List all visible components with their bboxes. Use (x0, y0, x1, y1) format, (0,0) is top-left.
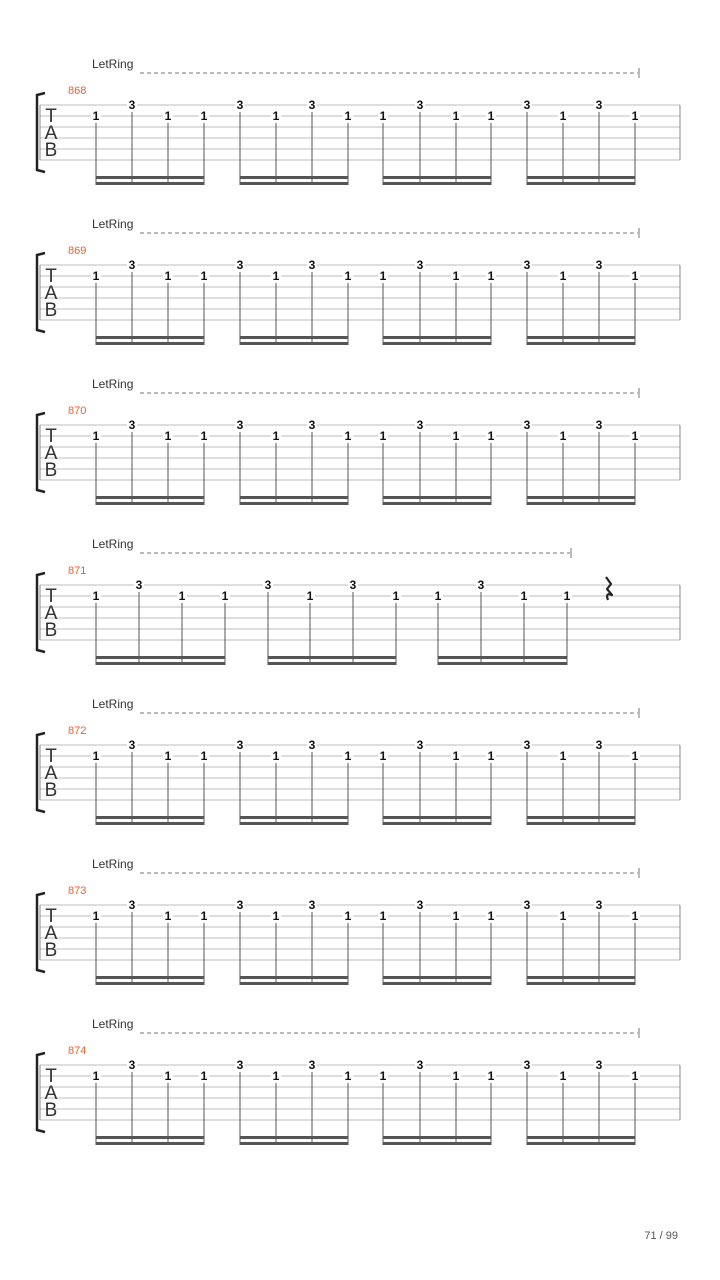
fret-number: 1 (487, 109, 495, 123)
let-ring-label: LetRing (92, 377, 134, 391)
fret-number: 1 (559, 269, 567, 283)
fret-number: 1 (92, 1069, 100, 1083)
tab-letter-t: T (45, 906, 57, 927)
fret-number: 1 (200, 269, 208, 283)
beam-secondary (527, 182, 635, 185)
fret-number: 3 (416, 98, 424, 112)
tab-system-870 (37, 377, 680, 505)
fret-number: 1 (272, 429, 280, 443)
tab-letter-t: T (45, 426, 57, 447)
beam-secondary (383, 822, 491, 825)
fret-number: 3 (128, 418, 136, 432)
fret-number: 1 (344, 749, 352, 763)
beam-primary (383, 976, 491, 979)
fret-number: 1 (272, 909, 280, 923)
beam-primary (240, 976, 348, 979)
fret-number: 1 (200, 109, 208, 123)
fret-number: 3 (416, 258, 424, 272)
fret-number: 3 (523, 258, 531, 272)
let-ring-label: LetRing (92, 1017, 134, 1031)
quarter-rest (606, 577, 612, 600)
beam-secondary (383, 182, 491, 185)
beam-secondary (527, 1142, 635, 1145)
fret-number: 3 (595, 1058, 603, 1072)
fret-number: 1 (559, 1069, 567, 1083)
fret-number: 1 (487, 429, 495, 443)
fret-number: 1 (164, 909, 172, 923)
fret-number: 3 (128, 258, 136, 272)
fret-number: 3 (236, 418, 244, 432)
let-ring-label: LetRing (92, 857, 134, 871)
tab-letter-b: B (44, 460, 58, 481)
tab-letter-t: T (45, 1066, 57, 1087)
fret-number: 3 (523, 898, 531, 912)
beam-secondary (96, 342, 204, 345)
fret-number: 3 (128, 738, 136, 752)
beam-primary (438, 656, 567, 659)
fret-number: 1 (272, 1069, 280, 1083)
fret-number: 1 (306, 589, 314, 603)
tab-letter-b: B (44, 1100, 58, 1121)
fret-number: 3 (128, 898, 136, 912)
fret-number: 3 (236, 1058, 244, 1072)
fret-number: 1 (272, 749, 280, 763)
fret-number: 1 (392, 589, 400, 603)
fret-number: 3 (523, 418, 531, 432)
page-number: 71 / 99 (644, 1230, 678, 1242)
fret-number: 1 (272, 269, 280, 283)
tab-letter-a: A (44, 923, 58, 944)
fret-number: 3 (308, 418, 316, 432)
tab-letter-a: A (44, 763, 58, 784)
fret-number: 1 (563, 589, 571, 603)
beam-secondary (527, 502, 635, 505)
fret-number: 1 (164, 269, 172, 283)
beam-primary (383, 336, 491, 339)
beam-secondary (383, 502, 491, 505)
fret-number: 1 (200, 909, 208, 923)
fret-number: 1 (559, 109, 567, 123)
fret-number: 3 (416, 1058, 424, 1072)
fret-number: 3 (128, 98, 136, 112)
beam-secondary (527, 342, 635, 345)
beam-primary (383, 816, 491, 819)
beam-primary (240, 816, 348, 819)
fret-number: 1 (520, 589, 528, 603)
fret-number: 1 (487, 1069, 495, 1083)
fret-number: 3 (595, 418, 603, 432)
beam-secondary (527, 982, 635, 985)
fret-number: 1 (559, 749, 567, 763)
fret-number: 1 (164, 109, 172, 123)
fret-number: 3 (595, 738, 603, 752)
beam-primary (383, 1136, 491, 1139)
beam-secondary (383, 982, 491, 985)
fret-number: 1 (164, 429, 172, 443)
beam-secondary (96, 662, 225, 665)
fret-number: 3 (308, 98, 316, 112)
fret-number: 1 (452, 269, 460, 283)
fret-number: 1 (487, 749, 495, 763)
fret-number: 1 (164, 1069, 172, 1083)
fret-number: 1 (344, 429, 352, 443)
tab-letter-a: A (44, 1083, 58, 1104)
beam-secondary (240, 502, 348, 505)
fret-number: 1 (631, 909, 639, 923)
tab-letter-t: T (45, 266, 57, 287)
beam-primary (527, 496, 635, 499)
tab-system-871 (37, 537, 680, 665)
beam-primary (240, 1136, 348, 1139)
fret-number: 1 (631, 1069, 639, 1083)
fret-number: 1 (200, 429, 208, 443)
fret-number: 1 (379, 109, 387, 123)
fret-number: 1 (344, 269, 352, 283)
fret-number: 3 (595, 98, 603, 112)
fret-number: 1 (379, 909, 387, 923)
fret-number: 1 (379, 429, 387, 443)
fret-number: 1 (487, 269, 495, 283)
fret-number: 1 (344, 1069, 352, 1083)
fret-number: 1 (200, 749, 208, 763)
fret-number: 1 (272, 109, 280, 123)
beam-primary (96, 656, 225, 659)
tab-letter-t: T (45, 746, 57, 767)
fret-number: 3 (416, 898, 424, 912)
measure-number: 872 (68, 725, 87, 737)
fret-number: 1 (631, 269, 639, 283)
tab-letter-b: B (44, 140, 58, 161)
beam-secondary (96, 982, 204, 985)
fret-number: 3 (308, 1058, 316, 1072)
fret-number: 1 (452, 749, 460, 763)
fret-number: 1 (92, 109, 100, 123)
fret-number: 3 (308, 258, 316, 272)
measure-number: 869 (68, 245, 87, 257)
fret-number: 1 (92, 429, 100, 443)
fret-number: 3 (523, 1058, 531, 1072)
beam-secondary (240, 982, 348, 985)
fret-number: 1 (178, 589, 186, 603)
beam-secondary (268, 662, 396, 665)
fret-number: 1 (379, 749, 387, 763)
tab-system-869 (37, 217, 680, 345)
fret-number: 1 (559, 909, 567, 923)
beam-secondary (96, 1142, 204, 1145)
fret-number: 3 (236, 98, 244, 112)
fret-number: 1 (487, 909, 495, 923)
let-ring-label: LetRing (92, 217, 134, 231)
fret-number: 1 (452, 1069, 460, 1083)
fret-number: 3 (264, 578, 272, 592)
fret-number: 1 (631, 749, 639, 763)
fret-number: 3 (236, 898, 244, 912)
fret-number: 3 (349, 578, 357, 592)
let-ring-label: LetRing (92, 697, 134, 711)
tab-letter-t: T (45, 586, 57, 607)
let-ring-label: LetRing (92, 537, 134, 551)
measure-number: 874 (68, 1045, 87, 1057)
fret-number: 1 (559, 429, 567, 443)
tab-letter-a: A (44, 123, 58, 144)
measure-number: 868 (68, 85, 87, 97)
fret-number: 1 (379, 269, 387, 283)
fret-number: 1 (434, 589, 442, 603)
fret-number: 3 (416, 418, 424, 432)
fret-number: 1 (92, 749, 100, 763)
fret-number: 3 (477, 578, 485, 592)
tab-letter-b: B (44, 780, 58, 801)
fret-number: 1 (200, 1069, 208, 1083)
fret-number: 1 (452, 109, 460, 123)
beam-primary (268, 656, 396, 659)
fret-number: 1 (221, 589, 229, 603)
beam-primary (527, 816, 635, 819)
fret-number: 3 (308, 898, 316, 912)
measure-number: 870 (68, 405, 87, 417)
beam-primary (527, 976, 635, 979)
tab-system-868 (37, 57, 680, 185)
beam-secondary (240, 182, 348, 185)
fret-number: 3 (128, 1058, 136, 1072)
beam-primary (527, 176, 635, 179)
beam-primary (383, 176, 491, 179)
fret-number: 3 (595, 258, 603, 272)
tab-letter-a: A (44, 443, 58, 464)
fret-number: 3 (308, 738, 316, 752)
measure-number: 871 (68, 565, 87, 577)
beam-primary (527, 336, 635, 339)
fret-number: 1 (379, 1069, 387, 1083)
beam-primary (96, 1136, 204, 1139)
fret-number: 3 (523, 98, 531, 112)
beam-secondary (240, 822, 348, 825)
beam-primary (96, 336, 204, 339)
fret-number: 3 (236, 738, 244, 752)
fret-number: 1 (92, 909, 100, 923)
beam-secondary (527, 822, 635, 825)
tab-system-873 (37, 857, 680, 985)
fret-number: 1 (344, 909, 352, 923)
fret-number: 3 (416, 738, 424, 752)
fret-number: 1 (92, 269, 100, 283)
tab-letter-b: B (44, 620, 58, 641)
fret-number: 1 (344, 109, 352, 123)
tab-letter-a: A (44, 603, 58, 624)
beam-primary (96, 816, 204, 819)
fret-number: 1 (92, 589, 100, 603)
tab-system-872 (37, 697, 680, 825)
tab-letter-b: B (44, 300, 58, 321)
tab-system-874 (37, 1017, 680, 1145)
beam-primary (96, 496, 204, 499)
tab-letter-t: T (45, 106, 57, 127)
fret-number: 1 (164, 749, 172, 763)
beam-primary (527, 1136, 635, 1139)
beam-primary (240, 176, 348, 179)
fret-number: 3 (135, 578, 143, 592)
fret-number: 3 (595, 898, 603, 912)
fret-number: 3 (523, 738, 531, 752)
beam-primary (240, 336, 348, 339)
beam-secondary (383, 342, 491, 345)
beam-primary (96, 976, 204, 979)
beam-primary (240, 496, 348, 499)
beam-secondary (96, 822, 204, 825)
beam-secondary (96, 502, 204, 505)
beam-secondary (383, 1142, 491, 1145)
fret-number: 1 (631, 429, 639, 443)
let-ring-label: LetRing (92, 57, 134, 71)
fret-number: 1 (631, 109, 639, 123)
fret-number: 1 (452, 909, 460, 923)
fret-number: 1 (452, 429, 460, 443)
beam-primary (96, 176, 204, 179)
measure-number: 873 (68, 885, 87, 897)
beam-secondary (96, 182, 204, 185)
beam-secondary (240, 342, 348, 345)
tab-letter-a: A (44, 283, 58, 304)
fret-number: 3 (236, 258, 244, 272)
tab-letter-b: B (44, 940, 58, 961)
beam-secondary (438, 662, 567, 665)
beam-secondary (240, 1142, 348, 1145)
beam-primary (383, 496, 491, 499)
